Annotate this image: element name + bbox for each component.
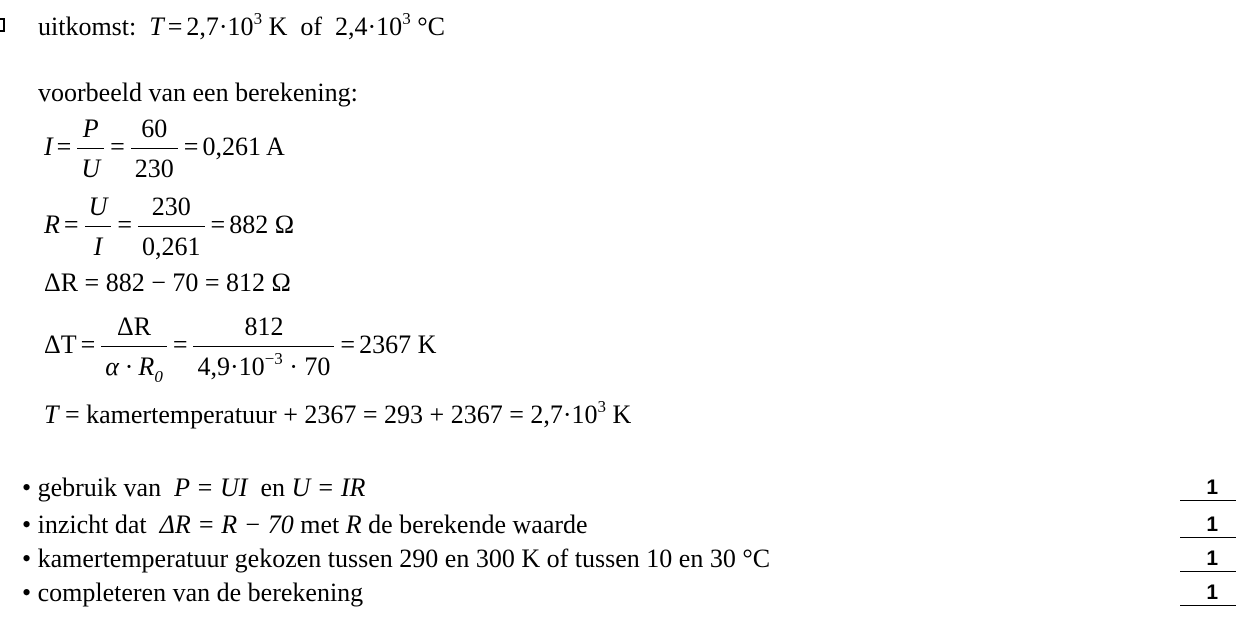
bullet-icon: • (22, 510, 32, 539)
eq4-lhs: ΔT (44, 330, 77, 360)
eq1-den1: U (81, 154, 101, 184)
result-unit-c: °C (417, 12, 445, 41)
equation-resistance: R = $\frac{U}{I}$ = $\frac{230}{0,261}$ = 882 Ω (44, 192, 295, 262)
eq1-num2: 60 (141, 114, 168, 143)
equals-sign: = (167, 12, 183, 41)
eq5-lhs: T (44, 400, 59, 429)
eq4-fraction-2 (193, 312, 334, 382)
result-exp-c: 3 (402, 9, 411, 28)
eq4-den2-main: 4,9·10 (197, 352, 265, 382)
criterion-1-conj: en (260, 473, 286, 502)
bullet-icon: • (22, 578, 32, 607)
eq1-result: 0,261 A (202, 132, 285, 162)
result-exp-k: 3 (253, 9, 263, 28)
bullet-icon: • (22, 544, 32, 573)
result-var: T (149, 12, 164, 41)
criterion-4 (22, 580, 363, 606)
equation-delta-r: ΔR = 882 − 70 = 812 Ω (44, 268, 291, 297)
equation-delta-t: ΔT = $\frac{\Delta R}{\alpha \cdot R_0}$ = $\frac{812}{4,9\cdot 10^{-3} \cdot 70}$ = 2367 K (44, 312, 437, 387)
eq4-num2: 812 (244, 312, 284, 341)
criterion-4-text: completeren van de berekening (37, 578, 364, 607)
eq4-den1-main: α · R (105, 352, 155, 382)
criterion-2-var: R (345, 510, 362, 539)
eq1-lhs: I (44, 132, 53, 162)
eq1-fraction-2 (131, 114, 178, 184)
criterion-3-score: 1 (1180, 548, 1236, 572)
eq1-fraction-1 (77, 114, 104, 184)
eq1-den2: 230 (134, 154, 174, 184)
equation-current: I = $\frac{P}{U}$ = $\frac{60}{230}$ = 0,261 A (44, 114, 285, 184)
eq5-text: = kamertemperatuur + 2367 = 293 + 2367 = 2,7·10 (64, 400, 598, 429)
eq1-num1: P (82, 114, 99, 143)
criterion-2-score: 1 (1180, 514, 1236, 538)
eq2-den2: 0,261 (142, 232, 201, 262)
criterion-3-text: kamertemperatuur gekozen tussen 290 en 300 K of tussen 10 en 30 °C (37, 544, 771, 573)
eq2-result: 882 Ω (229, 210, 295, 240)
eq4-den1-sub: 0 (154, 367, 163, 387)
checkbox-icon (0, 18, 5, 32)
criterion-3 (22, 546, 770, 572)
eq2-fraction-2 (138, 192, 205, 262)
result-value-c: 2,4·10 (335, 12, 403, 41)
eq2-num1: U (88, 192, 108, 221)
criterion-1-text: gebruik van (37, 473, 162, 502)
eq2-den1: I (93, 232, 103, 262)
criterion-1-formula-1: P = UI (174, 473, 248, 502)
result-conj: of (300, 12, 323, 41)
eq4-fraction-1 (101, 312, 167, 387)
criterion-4-score: 1 (1180, 582, 1236, 606)
eq4-den2 (193, 349, 334, 382)
eq5-unit: K (612, 400, 632, 429)
example-heading: voorbeeld van een berekening: (38, 78, 358, 107)
eq4-den2-exp: −3 (264, 349, 283, 369)
eq4-den2-tail: · 70 (289, 352, 331, 382)
criterion-2-conj: met (300, 510, 340, 539)
criterion-2-text: inzicht dat (37, 510, 147, 539)
eq2-num2: 230 (151, 192, 191, 221)
criterion-2 (22, 512, 588, 538)
criterion-2-tail: de berekende waarde (368, 510, 588, 539)
eq2-fraction-1 (85, 192, 112, 262)
criterion-2-formula: ΔR = R − 70 (159, 510, 294, 539)
result-value-k: 2,7·10 (186, 12, 254, 41)
eq4-result: 2367 K (359, 330, 437, 360)
criterion-1 (22, 475, 365, 501)
eq4-num1: ΔR (117, 312, 152, 341)
eq5-exp: 3 (597, 397, 607, 416)
criterion-1-formula-2: U = IR (291, 473, 366, 502)
equation-temperature (44, 397, 632, 429)
result-line (38, 9, 445, 41)
criterion-1-score: 1 (1180, 477, 1236, 501)
result-label: uitkomst: (38, 12, 137, 41)
eq4-den1 (101, 352, 167, 387)
bullet-icon: • (22, 473, 32, 502)
result-unit-k: K (268, 12, 288, 41)
eq2-lhs: R (44, 210, 60, 240)
